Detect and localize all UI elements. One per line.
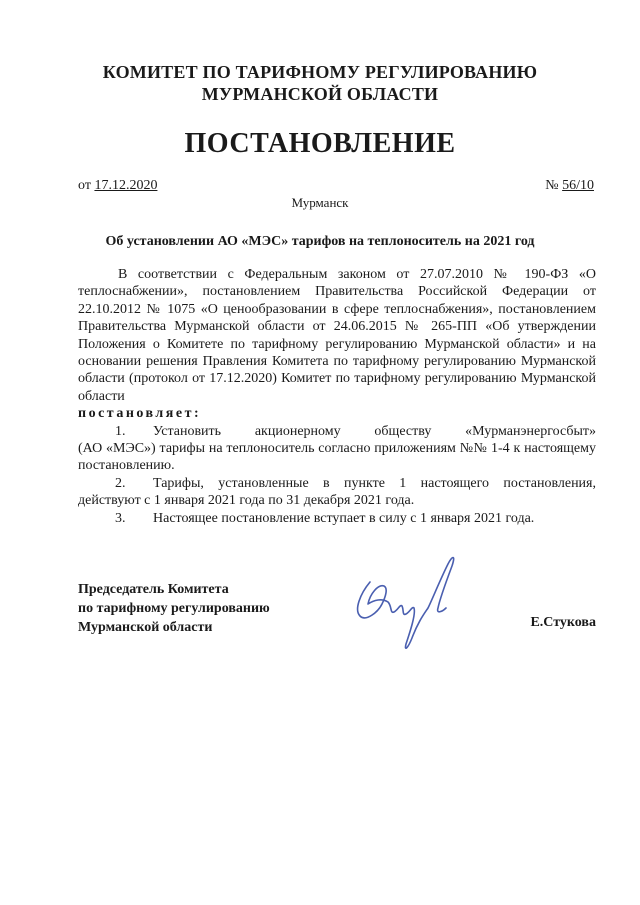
preamble-paragraph: В соответствии с Федеральным законом от 27.07.2010 № 190-ФЗ «О теплоснабжении», постановлением Правительства Российской Федерации от 22.10.2012 № 1075 «О ценообразовании в сфере теплоснабжения», постановлением Правительства Мурманской области от 24.06.2015 № 265-ПП «Об утверждении Положения о Комитете по тарифному регулированию Мурманской области» и на основании решения Правления Комитета по тарифному регулированию Мурманской области (протокол от 17.12.2020) Комитет по тарифному регулированию Мурманской области [78, 267, 596, 404]
item-continuation: действуют с 1 января 2021 года по 31 декабря 2021 года. [78, 493, 415, 509]
organization-header [0, 61, 640, 105]
document-type-title: ПОСТАНОВЛЕНИЕ [184, 128, 456, 159]
item-first-line: Установить акционерному обществу «Мурманэнергосбыт» [153, 423, 596, 439]
list-item [78, 510, 596, 527]
number-value: 56/10 [562, 178, 594, 193]
item-number: 3. [115, 510, 126, 526]
item-first-line: Настоящее постановление вступает в силу с 1 января 2021 года. [153, 510, 535, 526]
signer-name: Е.Стукова [530, 615, 596, 630]
item-continuation: (АО «МЭС») тарифы на теплоноситель согласно приложениям №№ 1-4 к настоящему постановлению. [78, 441, 596, 474]
handwritten-signature [348, 548, 478, 658]
signer-title-line-2: по тарифному регулированию [78, 601, 270, 616]
org-line-2: МУРМАНСКОЙ ОБЛАСТИ [201, 84, 439, 104]
city: Мурманск [291, 195, 349, 210]
number-prefix: № [545, 178, 559, 193]
list-item [78, 423, 596, 475]
document-body [78, 266, 596, 527]
date-prefix: от [78, 178, 91, 193]
signer-title-line-3: Мурманской области [78, 620, 213, 635]
list-item [78, 475, 596, 510]
date-value: 17.12.2020 [94, 178, 158, 193]
signer-title [78, 580, 270, 637]
resolves-word: постановляет: [78, 406, 202, 422]
document-subject: Об установлении АО «МЭС» тарифов на теплоноситель на 2021 год [105, 234, 535, 249]
signer-title-line-1: Председатель Комитета [78, 582, 229, 597]
document-number [545, 177, 594, 195]
org-line-1: КОМИТЕТ ПО ТАРИФНОМУ РЕГУЛИРОВАНИЮ [102, 62, 538, 82]
item-number: 2. [115, 475, 126, 491]
item-number: 1. [115, 423, 126, 439]
document-date [78, 177, 157, 195]
item-first-line: Тарифы, установленные в пункте 1 настоящего постановления, [153, 475, 596, 491]
